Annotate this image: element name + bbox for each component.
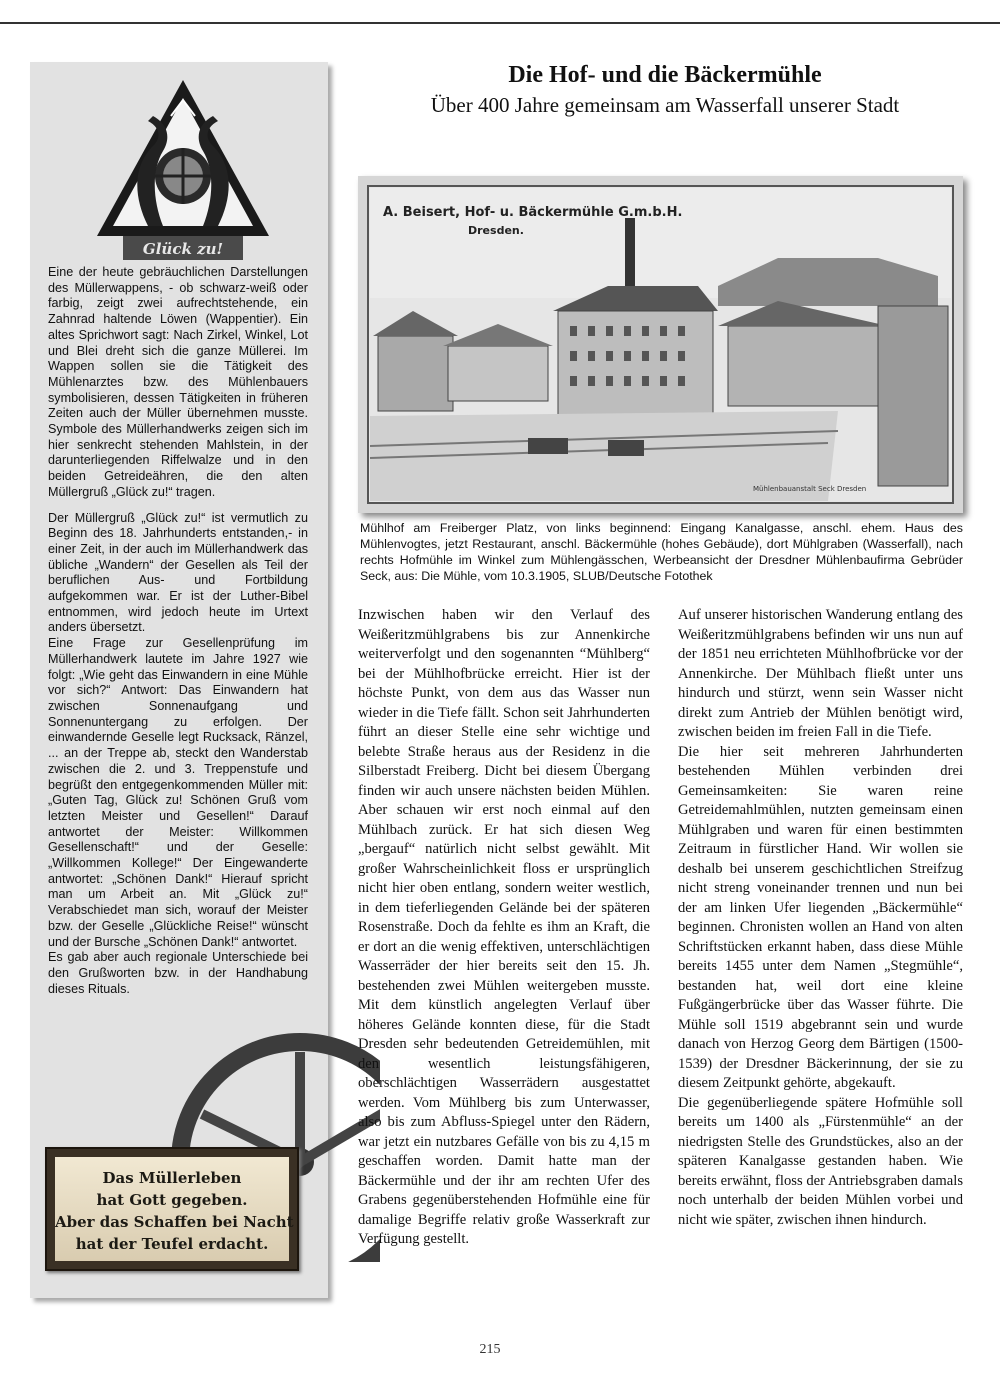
millers-coat-of-arms-image xyxy=(93,76,273,266)
body-paragraph: Inzwischen haben wir den Verlauf des Weißeritzmühlgrabens bis zur Annenkirche weiterverfolgt und den sogenannten “Mühlberg“ bei der Mühlhofbrücke erreicht. Hier ist der höchste Punkt, von dem aus das Wasser nun wieder in die Tiefe fällt. Schon seit Jahrhunderten führt an dieser Stelle eine sehr wichtige und belebte Straße heraus aus der Residenz in die Silberstadt Freiberg. Dicht bei diesem Übergang finden wir auch unsere nächsten beiden Mühlen. Aber schauen wir erst noch einmal auf den Mühlbach zurück. Er hat sich diesen Weg „bergauf“ natürlich nicht selbst gewählt. Mit großer Wahrscheinlichkeit floss er ursprünglich nicht hier oben entlang, sondern weiter westlich, in dem tieferliegenden Gelände bei der späteren Rosenstraße. Doch da fehlte es ihm an Kraft, die er dort an die wenig effektiven, unterschlächtigen Wasserräder der hier bereits seit den 15. Jh. bestehenden zwei Mühlen weitergeben musste. Mit dem künstlich angelegten Verlauf über höheres Gelände konnten diese, für die Stadt Dresden sehr bedeutenden Getreidemühlen, mit den wesentlich leistungsfähigeren, oberschlächtigen Wasserrädern ausgestattet werden. Vom Mühlberg bis zum Unterwasser, also bis zum Abfluss-Spiegel unter den Rädern, war jetzt ein nutzbares Gefälle von bis zu 4,15 m geschaffen worden. Damit hatte man der Bäckermühle und der ihr am rechten Ufer des Grabens gegenüberstehenden Hofmühle eine für damalige Begriffe relativ große Wasserkraft zur Verfügung gestellt. xyxy=(358,607,650,1247)
sidebar-paragraph: Der Müllergruß „Glück zu!“ ist vermutlich zu Beginn des 18. Jahrhunderts entstanden,- in einer Zeit, in der auch im Müllerhandwerk das übliche „Wandern“ der Gesellen als Teil der beruflichen Aus- und Fortbildung aufgekommen war. Er ist der Luther-Bibel entnommen, wird jedoch heute im Urtext anders übersetzt. xyxy=(48,510,308,635)
sidebar-paragraph: Eine der heute gebräuchlichen Darstellungen des Müllerwappens, - ob schwarz-weiß oder farbig, zeigt zwei aufrechtstehende, ein Zahnrad haltende Löwen (Wappentier). Ein altes Sprichwort sagt: Nach Zirkel, Winkel, Lot und Blei dreht sich die ganze Müllerei. Im Wappen sollen sie die Tätigkeit des Mühlenarztes bzw. des Mühlenbauers symbolisieren, dessen Tätigkeiten in früheren Zeiten auch der Müller übernehmen musste. Symbole des Müllerhandwerks zeigen sich im hier senkrecht stehenden Mahlstein, in der darunterliegenden Riffelwalze und in den beiden Getreideähren, die den alten Müllergruß „Glück zu!“ tragen. xyxy=(48,265,308,499)
header-rule xyxy=(0,22,1000,24)
article-subtitle: Über 400 Jahre gemeinsam am Wasserfall unserer Stadt xyxy=(430,93,900,117)
mill-illustration xyxy=(358,176,963,513)
emblem-motto: Glück zu! xyxy=(142,240,224,258)
right-column xyxy=(678,606,963,1230)
plaque-line: Aber das Schaffen bei Nacht xyxy=(55,1213,294,1231)
proverb-plaque xyxy=(45,1147,299,1271)
photo-sign-line1: A. Beisert, Hof- u. Bäckermühle G.m.b.H. xyxy=(383,205,683,220)
article-title: Die Hof- und die Bäckermühle xyxy=(508,62,822,88)
sidebar-paragraph: Eine Frage zur Gesellenprüfung im Müllerhandwerk lautete im Jahre 1927 wie folgt: „Wie geht das Einwandern in eine Mühle vor sich?“ Antwort: Das Einwandern hat zwischen Sonnenaufgang und Sonnenuntergang zu erfolgen. Der einwandernde Geselle legt Rucksack, Ränzel, ... an der Treppe ab, steckt den Wanderstab zwischen die 2. und 3. Treppenstufe und begrüßt den entgegenkommenden Müller mit: „Guten Tag, Glück zu! Schönen Gruß vom letzten Meister und Gesellen!“ Darauf antwortet der Meister: Willkommen Gesellenschaft!“ und der Geselle: „Willkommen Kollege!“ Der Eingewanderte antwortet: „Schönen Dank!“ Hierauf spricht man um Arbeit an. Mit „Glück zu!“ Verabschiedet man sich, worauf der Meister bzw. der Geselle „Glückliche Reise!“ wünscht und der Bursche „Schönen Dank!“ antwortet. xyxy=(48,636,308,949)
sidebar-text xyxy=(48,265,308,997)
sidebar-box xyxy=(30,62,328,1298)
body-paragraph: Auf unserer historischen Wanderung entlang des Weißeritzmühlgrabens befinden wir uns nun auf der 1851 neu errichteten Mühlhofbrücke vor der Annenkirche. Der Mühlbach fließt unter uns hindurch und stürzt, wenn sein Wasser nicht direkt zum Antrieb der Mühlen benötigt wird, zwischen beiden im freien Fall in die Tiefe. xyxy=(678,607,963,740)
photo-sign-line2: Dresden. xyxy=(468,224,524,237)
mill-drawing xyxy=(358,176,963,513)
plaque-line: hat Gott gegeben. xyxy=(96,1191,248,1209)
sidebar-paragraph: Es gab aber auch regionale Unterschiede bei den Grußworten bzw. in der Handhabung dieses Rituals. xyxy=(48,950,308,996)
photo-credit: Mühlenbauanstalt Seck Dresden xyxy=(753,485,867,493)
body-paragraph: Die gegenüberliegende spätere Hofmühle soll bereits um 1400 als „Fürstenmühle“ an der niedrigsten Stelle des Grundstückes, also an der späteren Kanalgasse gestanden haben. Wie bereits erwähnt, floss der Antriebsgraben damals noch unterhalb der beiden Mühlen vorbei und nicht wie später, zwischen ihnen hindurch. xyxy=(678,1094,963,1228)
plaque-line: hat der Teufel erdacht. xyxy=(75,1235,269,1253)
body-paragraph: Die hier seit mehreren Jahrhunderten bestehenden Mühlen verbinden drei Gemeinsamkeiten: Sie waren reine Getreidemahlmühlen, nutzten gemeinsam einen Mühlgraben und waren für einen bestimmten Zeitraum in fürstlicher Hand. Wir wollen sie deshalb bei unserem geschichtlichen Streifzug nicht streng voneinander trennen und nun bei der am linken Ufer liegenden „Bäckermühle“ beginnen. Chronisten wollen an Hand von alten Schriftstücken erkannt haben, dass diese Mühle bereits 1455 unter dem Namen „Stegmühle“, bestanden hat, weil dort eine kleine Fußgängerbrücke über das Wasser führte. Die Mühle soll 1519 abgebrannt sein und wurde danach von Herzog Georg dem Bärtigen (1500-1539) der Dresdner Bäckerinnung, der sie zu diesem Zeitpunkt gehörte, abgekauft. xyxy=(678,743,963,1091)
left-column xyxy=(358,606,650,1250)
plaque-text xyxy=(55,1167,294,1255)
page-number: 215 xyxy=(479,1342,501,1357)
image-caption: Mühlhof am Freiberger Platz, von links beginnend: Eingang Kanalgasse, anschl. ehem. Haus des Mühlenvogtes, jetzt Restaurant, anschl. Bäckermühle (hohes Gebäude), dort Mühlgraben (Wasserfall), nach rechts Hofmühle im Winkel zum Mühlengässchen, Werbeansicht der Dresdner Mühlenbaufirma Gebrüder Seck, aus: Die Mühle, vom 10.3.1905, SLUB/Deutsche Fotothek xyxy=(360,521,963,583)
plaque-line: Das Müllerleben xyxy=(102,1169,242,1187)
